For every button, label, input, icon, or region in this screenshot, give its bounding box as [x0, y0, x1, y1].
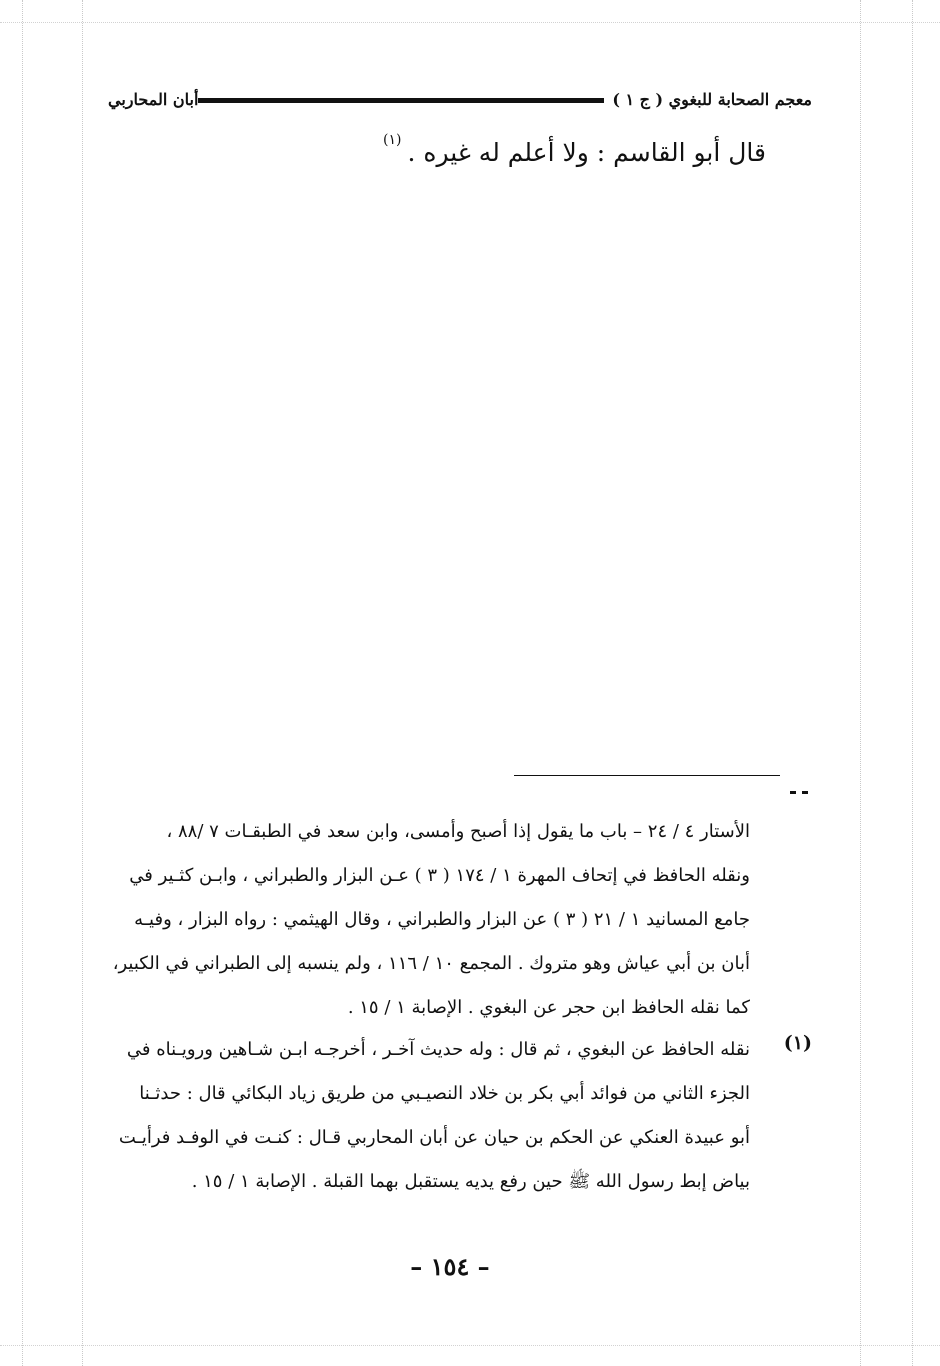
page-number: – ١٥٤ – [410, 1252, 490, 1281]
footnote-1 [95, 1028, 750, 1204]
footnote-number: (١) [783, 1032, 812, 1054]
main-text [382, 131, 766, 167]
running-header [100, 84, 812, 118]
guide-line [0, 1345, 940, 1346]
footnote-line: ونقله الحافظ في إتحاف المهرة ١ / ١٧٤ ( ٣ ) عـن البزار والطبراني ، وابـن كثـير في [129, 865, 750, 886]
footnote-separator [514, 775, 780, 776]
header-rule [198, 98, 604, 103]
footnote-line: كما نقله الحافظ ابن حجر عن البغوي . الإصابة ١ / ١٥ . [347, 997, 750, 1018]
guide-line [860, 0, 861, 1366]
main-text-body: قال أبو القاسم : ولا أعلم له غيره . [407, 138, 766, 167]
footnote-line: الجزء الثاني من فوائد أبي بكر بن خلاد النصيـبي من طريق زياد البكائي قال : حدثـنا [139, 1083, 750, 1104]
guide-line [912, 0, 913, 1366]
footnote-line: أبان بن أبي عياش وهو متروك . المجمع ١٠ / ١١٦ ، ولم ينسبه إلى الطبراني في الكبير، [112, 953, 750, 974]
footnote-continuation [95, 810, 750, 1030]
header-book-title: معجم الصحابة للبغوي ( ج ١ ) [612, 90, 812, 109]
footnote-line: نقله الحافظ عن البغوي ، ثم قال : وله حديث آخـر ، أخرجـه ابـن شـاهين ورويـناه في [126, 1039, 750, 1060]
footnote-line: جامع المسانيد ١ / ٢١ ( ٣ ) عن البزار والطبراني ، وقال الهيثمي : رواه البزار ، وفيـه [134, 909, 750, 930]
header-entry-name: أبان المحاربي [108, 90, 199, 109]
footnote-reference: (١) [382, 131, 402, 148]
guide-line [0, 22, 940, 23]
footnote-line: الأستار ٤ / ٢٤ – باب ما يقول إذا أصبح وأمسى، وابن سعد في الطبقـات ٧ /٨٨ ، [166, 821, 750, 842]
footnote-dash-mark [790, 791, 808, 794]
footnote-line: بياض إبط رسول الله ﷺ حين رفع يديه يستقبل بهما القبلة . الإصابة ١ / ١٥ . [191, 1171, 750, 1192]
footnote-line: أبو عبيدة العنكي عن الحكم بن حيان عن أبان المحاربي قـال : كنـت في الوفـد فرأيـت [118, 1127, 750, 1148]
guide-line [22, 0, 23, 1366]
guide-line [82, 0, 83, 1366]
